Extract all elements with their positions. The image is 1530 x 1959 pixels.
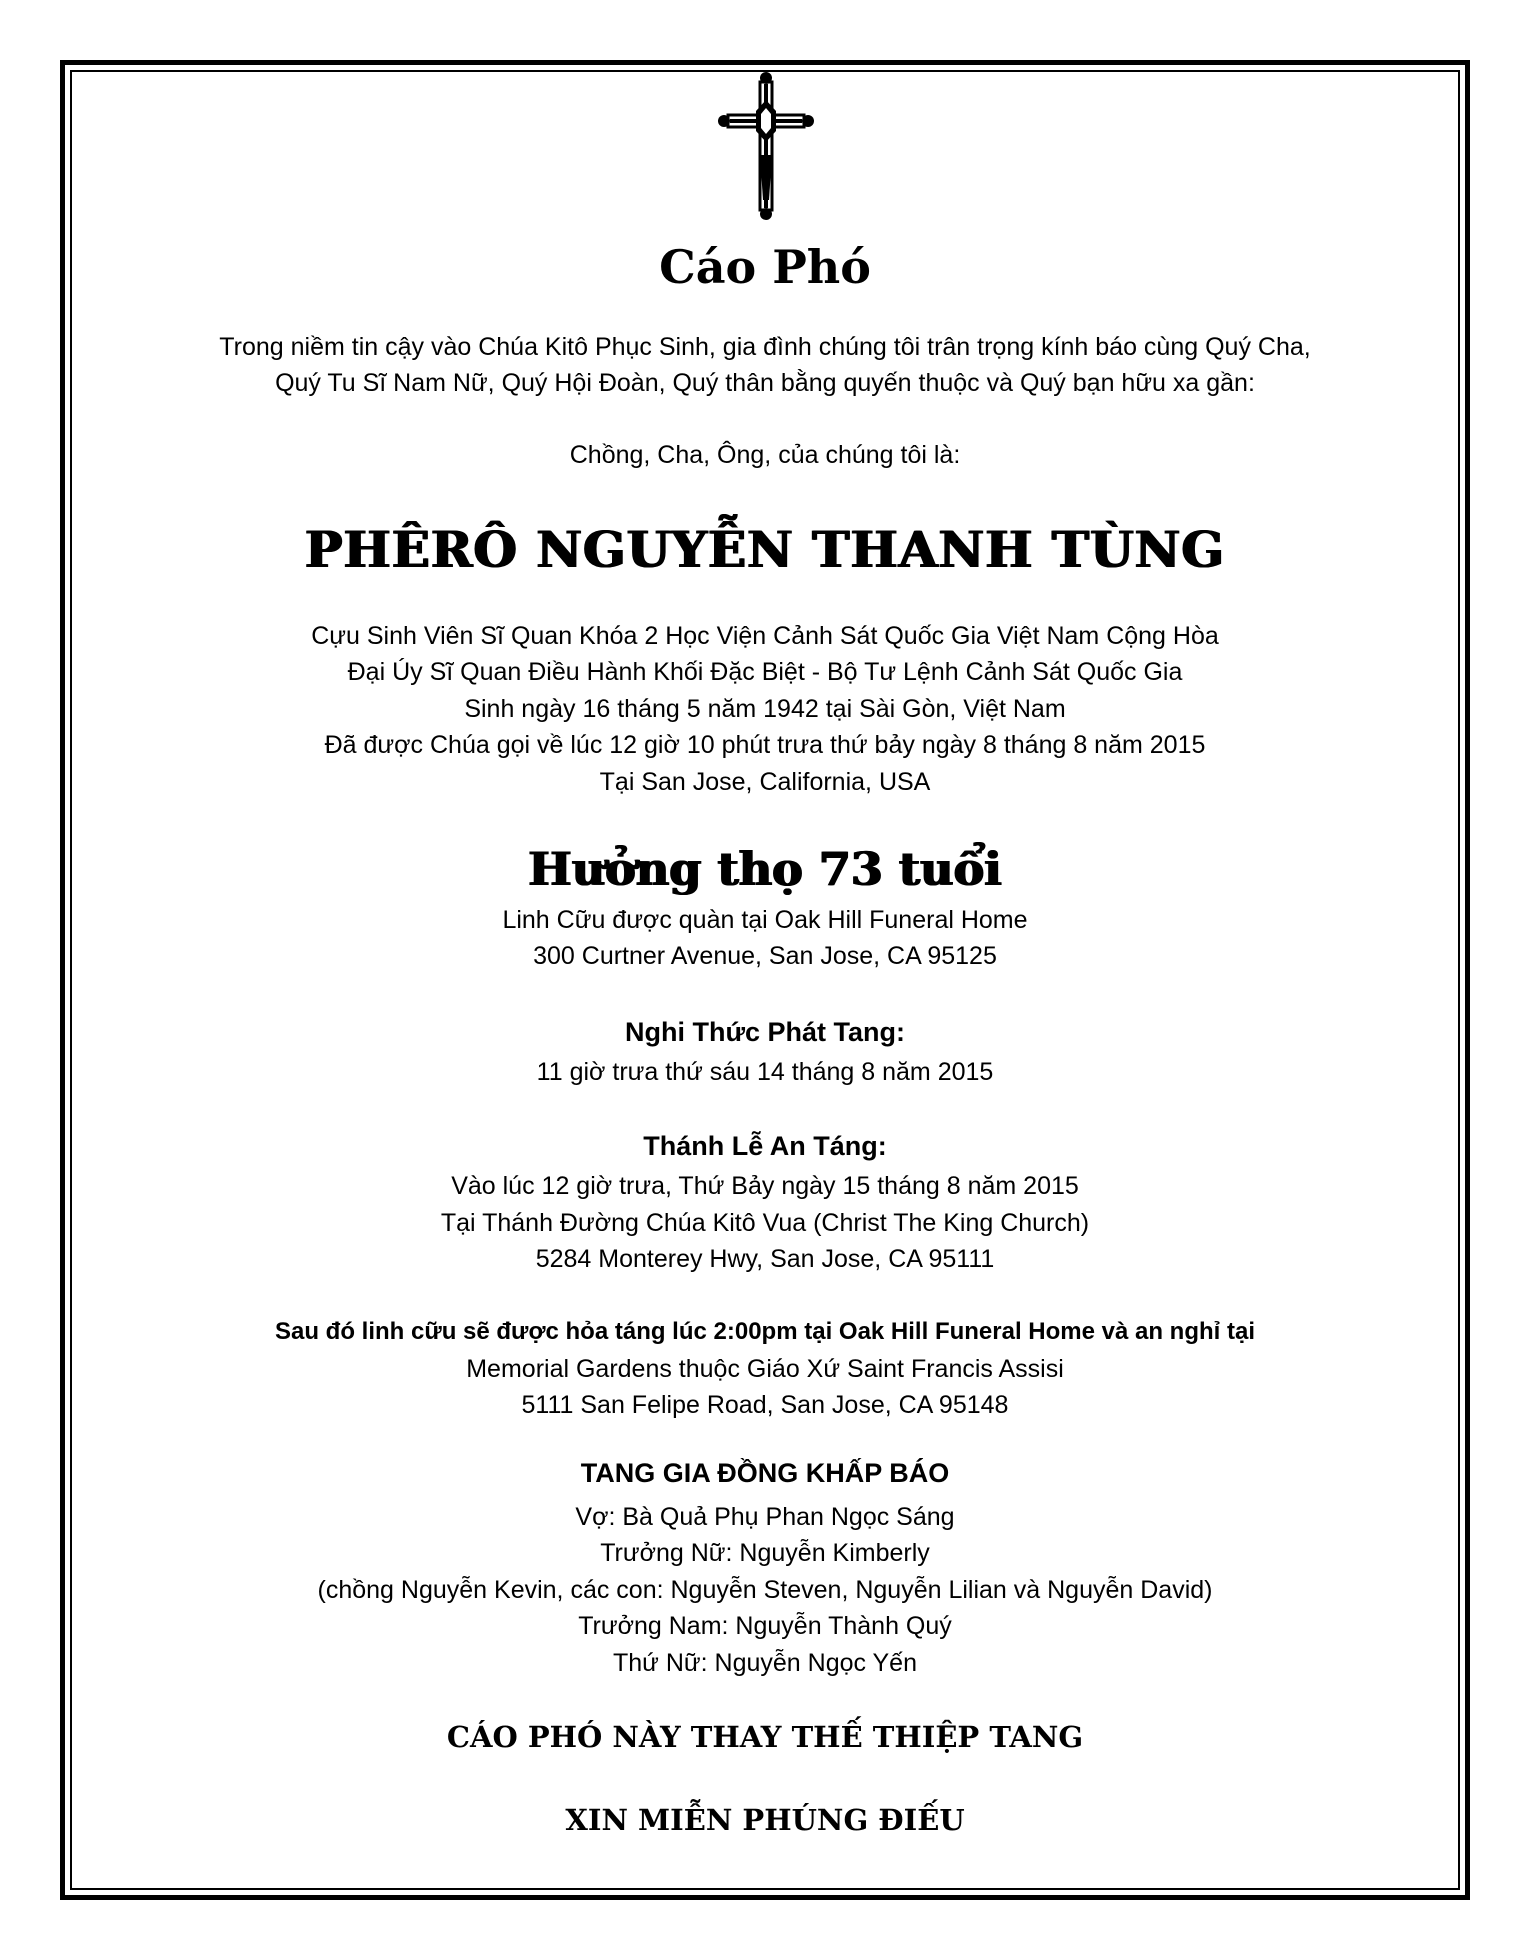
burial-line-2: 5111 San Felipe Road, San Jose, CA 95148 (521, 1391, 1009, 1419)
relation-line: Chồng, Cha, Ông, của chúng tôi là: (569, 441, 961, 469)
viewing-line-2: 300 Curtner Avenue, San Jose, CA 95125 (533, 942, 997, 970)
page-title: Cáo Phó (659, 240, 871, 294)
mass-line-1: Vào lúc 12 giờ trưa, Thứ Bảy ngày 15 tháng 8 năm 2015 (451, 1172, 1079, 1200)
ceremony-line-1: 11 giờ trưa thứ sáu 14 tháng 8 năm 2015 (536, 1058, 994, 1086)
obituary-page (80, 0, 1450, 1959)
age-heading: Hưởng thọ 73 tuổi (528, 842, 1002, 896)
mass-line-3: 5284 Monterey Hwy, San Jose, CA 95111 (535, 1245, 995, 1273)
bio-line-1: Cựu Sinh Viên Sĩ Quan Khóa 2 Học Viện Cảnh Sát Quốc Gia Việt Nam Cộng Hòa (311, 622, 1219, 650)
family-line-1: Vợ: Bà Quả Phụ Phan Ngọc Sáng (575, 1503, 955, 1531)
family-line-5: Thứ Nữ: Nguyễn Ngọc Yến (613, 1649, 917, 1677)
bio-line-2: Đại Úy Sĩ Quan Điều Hành Khối Đặc Biệt - Bộ Tư Lệnh Cảnh Sát Quốc Gia (347, 658, 1183, 686)
deceased-name: PHÊRÔ NGUYỄN THANH TÙNG (304, 520, 1226, 579)
mass-heading: Thánh Lễ An Táng: (643, 1131, 887, 1161)
family-line-4: Trưởng Nam: Nguyễn Thành Quý (578, 1612, 952, 1640)
viewing-line-1: Linh Cữu được quàn tại Oak Hill Funeral Home (502, 906, 1028, 934)
intro-line-1: Trong niềm tin cậy vào Chúa Kitô Phục Sinh, gia đình chúng tôi trân trọng kính báo cùng Quý Cha, (219, 333, 1311, 361)
footer-line-1: CÁO PHÓ NÀY THAY THẾ THIỆP TANG (446, 1720, 1084, 1754)
intro-line-2: Quý Tu Sĩ Nam Nữ, Quý Hội Đoàn, Quý thân bằng quyến thuộc và Quý bạn hữu xa gần: (275, 369, 1255, 397)
footer-line-2: XIN MIỄN PHÚNG ĐIẾU (565, 1803, 965, 1837)
bio-line-3: Sinh ngày 16 tháng 5 năm 1942 tại Sài Gòn, Việt Nam (464, 695, 1066, 723)
burial-heading: Sau đó linh cữu sẽ được hỏa táng lúc 2:00pm tại Oak Hill Funeral Home và an nghỉ tại (274, 1318, 1255, 1345)
family-line-2: Trưởng Nữ: Nguyễn Kimberly (600, 1539, 930, 1567)
family-line-3: (chồng Nguyễn Kevin, các con: Nguyễn Steven, Nguyễn Lilian và Nguyễn David) (317, 1576, 1213, 1604)
bio-line-5: Tại San Jose, California, USA (599, 768, 931, 796)
bio-line-4: Đã được Chúa gọi về lúc 12 giờ 10 phút trưa thứ bảy ngày 8 tháng 8 năm 2015 (324, 731, 1206, 759)
mass-line-2: Tại Thánh Đường Chúa Kitô Vua (Christ The King Church) (440, 1209, 1090, 1237)
ceremony-heading: Nghi Thức Phát Tang: (624, 1017, 906, 1047)
family-heading: TANG GIA ĐỒNG KHẤP BÁO (580, 1458, 950, 1488)
burial-line-1: Memorial Gardens thuộc Giáo Xứ Saint Francis Assisi (466, 1355, 1064, 1383)
